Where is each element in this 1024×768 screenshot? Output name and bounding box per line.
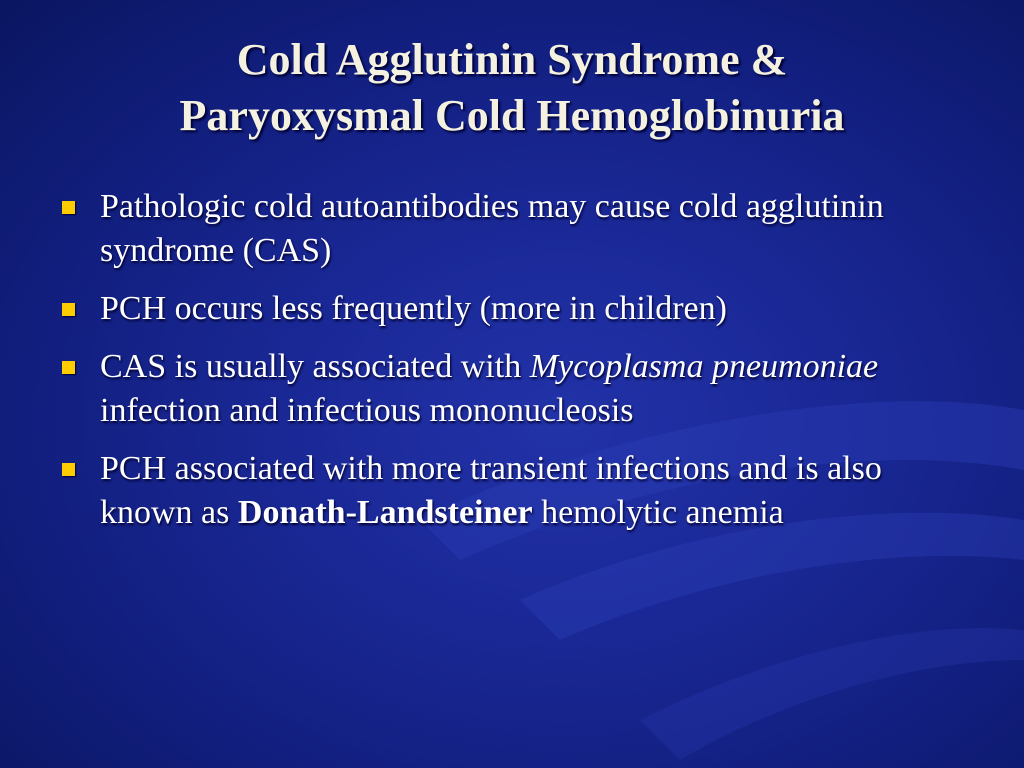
square-bullet-icon xyxy=(62,303,75,316)
bullet-text-lead: PCH associated with more transient infections and is also known as xyxy=(100,450,882,531)
square-bullet-icon xyxy=(62,201,75,214)
title-line-1: Cold Agglutinin Syndrome & xyxy=(236,35,788,84)
bullet-item xyxy=(62,447,962,535)
bullet-item xyxy=(62,345,962,433)
square-bullet-icon xyxy=(62,361,75,374)
eponym-bold: Donath-Landsteiner xyxy=(237,494,533,531)
bullet-text-tail: hemolytic anemia xyxy=(532,494,784,531)
bullet-text: Pathologic cold autoantibodies may cause cold agglutinin syndrome (CAS) xyxy=(100,188,884,269)
square-bullet-icon xyxy=(62,463,75,476)
bullet-text-lead: CAS is usually associated with xyxy=(100,348,530,385)
bullet-item xyxy=(62,287,962,331)
bullet-item xyxy=(62,185,962,273)
organism-name-italic: Mycoplasma pneumoniae xyxy=(529,348,879,385)
slide-title xyxy=(20,32,1004,144)
bullet-text-tail: infection and infectious mononucleosis xyxy=(100,392,634,429)
title-line-2: Paryoxysmal Cold Hemoglobinuria xyxy=(179,91,845,140)
bullet-text: PCH occurs less frequently (more in children) xyxy=(100,290,727,327)
bullet-list xyxy=(62,185,962,549)
